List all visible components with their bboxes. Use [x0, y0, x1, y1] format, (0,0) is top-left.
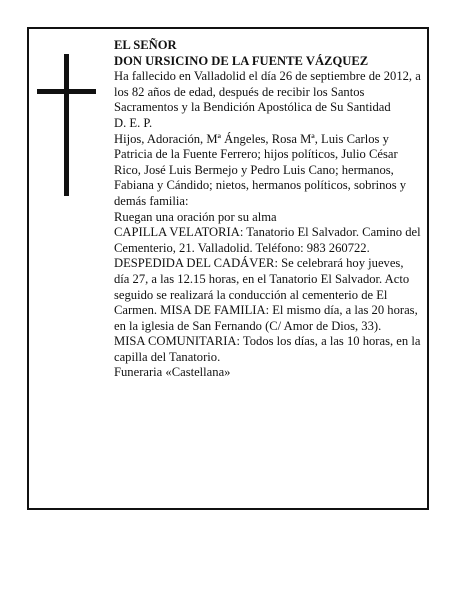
chapel-info: CAPILLA VELATORIA: Tanatorio El Salvador. Camino del Cementerio, 21. Valladolid. Teléfono: 983 260722.: [114, 225, 421, 255]
family-list: Hijos, Adoración, Mª Ángeles, Rosa Mª, Luis Carlos y Patricia de la Fuente Ferrero; hijos políticos, Julio César Rico, José Luis Bermejo y Pedro Luis Cano; hermanos, Fabiana y Cándido; nietos, hermanos políticos, sobrinos y demás familia:: [114, 131, 407, 208]
cross-vertical-bar: [64, 54, 69, 196]
farewell-info: DESPEDIDA DEL CADÁVER: Se celebrará hoy jueves, día 27, a las 12.15 horas, en el Tanatorio El Salvador. Acto seguido se realizará la conducción al cementerio de El Carmen. MISA DE FAMILIA: El mismo día, a las 20 horas, en la iglesia de San Fernando (C/ Amor de Dios, 33).: [114, 256, 418, 333]
death-announcement: Ha fallecido en Valladolid el día 26 de septiembre de 2012, a los 82 años de edad, después de recibir los Santos Sacramentos y la Bendición Apostólica de Su Santidad: [114, 69, 421, 115]
notice-title: EL SEÑOR: [114, 38, 177, 52]
funeral-home: Funeraria «Castellana»: [114, 365, 231, 380]
obituary-text: [114, 38, 422, 381]
rip-text: D. E. P.: [114, 115, 153, 130]
prayer-request: Ruegan una oración por su alma: [114, 209, 277, 224]
cross-horizontal-bar: [37, 89, 96, 94]
deceased-name: DON URSICINO DE LA FUENTE VÁZQUEZ: [114, 53, 369, 68]
community-mass-info: MISA COMUNITARIA: Todos los días, a las 10 horas, en la capilla del Tanatorio.: [114, 334, 421, 364]
